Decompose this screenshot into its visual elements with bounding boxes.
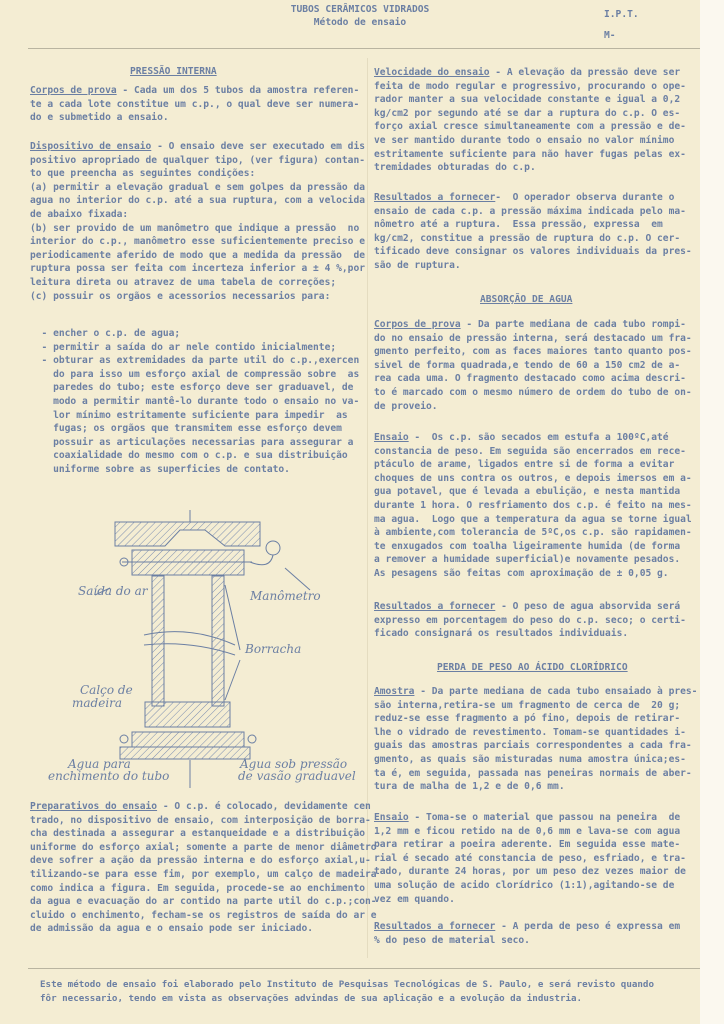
para-text: - Da parte mediana de cada tubo ensaiado à pres- são interna,retira-se um fragmento de cerca de 20 g; reduz-se esse fragmento a pó fino, depois de retirar- lhe o vidrado de revestimento. Tomam-se quantidades i- guais das amostras parciais correspondentes a cada fra- gmento, as quais são misturadas numa amostra única;es- ta é, em seguida, passada nas peneiras normais de aber- tura de malha de 1,2 e de 0,6 mm. (374, 686, 698, 793)
test-apparatus-figure (40, 510, 370, 790)
para-amostra (374, 685, 697, 794)
label-agua-enchimento-1: Agua para (68, 757, 131, 771)
para-text: - O peso de agua absorvida será expresso em porcentagem do peso do c.p. seco; o certi- ficado consignará os resultados individuais. (374, 601, 686, 640)
para-lead: Resultados a fornecer (374, 192, 496, 203)
press-plate-bottom (120, 747, 250, 759)
para-lead: Ensaio (374, 432, 409, 443)
wood-block (145, 702, 230, 727)
footer-rule (28, 968, 700, 969)
label-agua-enchimento-2: enchimento do tubo (48, 769, 170, 783)
label-manometro: Manômetro (250, 589, 321, 603)
para-lead: Velocidade do ensaio (374, 67, 490, 78)
para-corpos-de-prova (30, 84, 359, 125)
doc-subtitle: Método de ensaio (313, 17, 407, 28)
para-text: - O c.p. é colocado, devidamente cen trado, no dispositivo de ensaio, com interposição de borra- cha destinada a assegurar a estanqueidade e a distribuição uniforme do esforço axial; somente a parte de menor diâmetro deve sofrer a ação da pressão interna e do esforço axial,u- tilizando-se para esse fim, por exemplo, um calço de madeira como indica a figura. Em seguida, procede-se ao enchimento da agua e evacuação do ar contido na parte util do c.p.;con- cluido o enchimento, fecham-se os registros de saída do ar e de admissão da agua e o ensaio pode ser iniciado. (30, 801, 377, 935)
para-text: - Os c.p. são secados em estufa a 100ºC,até constancia de peso. Em seguida são encerrados em rece- ptáculo de arame, ligados entre si de forma a evitar choques de uns contra os outros, e depois imersos em a- gua potavel, que é levada a ebulição, e nesta mantida durante 1 hora. O resfriamento dos c.p. é feito na mes- ma agua. Logo que a temperatura da agua se torne igual à ambiente,com tolerancia de 5ºC,os c.p. são rapidamen- te enxugados com toalha ligeiramente humida (de forma a remover a humidade superficial)e novamente pesados. As pesagens são feitas com aproximação de ± 0,05 g. (374, 432, 692, 579)
para-resultados-perda (374, 920, 680, 947)
label-agua-pressao-2: de vasão graduavel (238, 769, 356, 783)
para-lead: Corpos de prova (374, 319, 461, 330)
para-lead: Preparativos do ensaio (30, 801, 158, 812)
para-text: - Cada um dos 5 tubos da amostra referen- te a cada lote constitue um c.p., o qual deve ser numera- do e submetido a ensaio. (30, 85, 360, 124)
para-text: - A perda de peso é expressa em % do peso de material seco. (374, 921, 681, 946)
para-lead: Resultados a fornecer (374, 921, 496, 932)
para-resultados-absorcao (374, 600, 686, 641)
doc-code: M- (604, 30, 616, 41)
header-rule (28, 48, 700, 49)
para-text: - O operador observa durante o ensaio de cada c.p. a pressão máxima indicada pelo ma- nômetro até a ruptura. Essa pressão, expressa em kg/cm2, constitue a pressão de ruptura do c.p. O cer- tificado deve consignar os valores individuais da pres- são de ruptura. (374, 192, 692, 271)
label-borracha: Borracha (245, 642, 302, 656)
para-dispositivo (30, 140, 365, 303)
section-heading-absorcao: ABSORÇÃO DE AGUA (480, 294, 573, 305)
pressure-inlet-valve-icon (248, 735, 256, 743)
para-lead: Corpos de prova (30, 85, 117, 96)
para-lead: Resultados a fornecer (374, 601, 496, 612)
page-margin (700, 0, 724, 1024)
section-heading-pressao: PRESSÃO INTERNA (130, 66, 217, 77)
para-text: - O ensaio deve ser executado em dis positivo apropriado de qualquer tipo, (ver figura) contan- to que preencha as seguintes condições: (a) permitir a elevação gradual e sem golpes da pressão da agua no interior do c.p. até a sua ruptura, com a velocida de abaixo fixada: (b) ser provido de um manômetro que indique a pressão no interior do c.p., manômetro esse suficientemente preciso e periodicamente aferido de modo que a medida da pressão de ruptura possa ser feita com incerteza inferior a ± 4 %,por leitura direta ou atravez de uma tabela de correções; (c) possuir os orgãos e acessorios necessarios para: (30, 141, 366, 302)
manometer-gauge-icon (266, 541, 280, 555)
press-plate-top (115, 522, 260, 546)
para-text: - Toma-se o material que passou na peneira de 1,2 mm e ficou retido na de 0,6 mm e lava-se com agua para retirar a poeira aderente. Em seguida esse mate- rial é secado até constancia de peso, esfriado, e tra- tado, durante 24 horas, por um peso dez vezes maior de uma solução de acido clorídrico (1:1),agitando-se de vez em quando. (374, 812, 686, 905)
para-corpos-absorcao (374, 318, 692, 413)
para-ensaio-perda (374, 811, 686, 906)
list-acessorios: - encher o c.p. de agua; - permitir a saída do ar nele contido inicialmente; - obturar as extremidades da parte util do c.p.,exercen do para isso um esforço axial de compressão sobre as paredes do tubo; este esforço deve ser graduavel, de modo a permitir mantê-lo durante todo o ensaio no va- lor mínimo estritamente suficiente para impedir as fugas; os orgãos que transmitem esse esforço devem possuir as articulações necessarias para assegurar a coaxialidade do mesmo com o c.p. e sua distribuição uniforme sobre as superficies de contato. (41, 328, 360, 475)
water-inlet-valve-icon (120, 735, 128, 743)
para-text: - Da parte mediana de cada tubo rompi- do no ensaio de pressão interna, será destacado um fra- gmento perfeito, com as faces maiores tanto quanto pos- sivel de forma quadrada,e tendo de 60 a 150 cm2 de a- rea cada uma. O fragmento destacado como acima descri- to é marcado com o mesmo número de ordem do tubo de on- de proveio. (374, 319, 692, 412)
para-lead: Dispositivo de ensaio (30, 141, 152, 152)
para-velocidade (374, 66, 686, 175)
doc-title: TUBOS CERÂMICOS VIDRADOS (290, 4, 430, 15)
label-calco-1: Calço de (80, 683, 133, 697)
para-ensaio-absorcao (374, 431, 692, 581)
label-agua-pressao-1: Agua sob pressão (240, 757, 348, 771)
bottom-head (132, 732, 244, 747)
footer-note: Este método de ensaio foi elaborado pelo Instituto de Pesquisas Tecnológicas de S. Paulo, e será revisto quando fôr necessario, tendo em vista as observações advindas de sua aplicação e a evolução da industria. (40, 979, 654, 1004)
label-calco-2: madeira (72, 696, 123, 710)
section-heading-perda: PERDA DE PESO AO ÁCIDO CLORÍDRICO (437, 662, 628, 673)
para-text: - A elevação da pressão deve ser feita de modo regular e progressivo, procurando o ope- rador manter a sua velocidade constante e igual a 0,2 kg/cm2 por segundo até se dar a ruptura do c.p. O es- forço axial cresce simultaneamente com a pressão e de- ve ser mantido durante todo o ensaio no valor mínimo estritamente suficiente para não haver fugas pelas ex- tremidades obturadas do c.p. (374, 67, 686, 174)
para-lead: Ensaio (374, 812, 409, 823)
tube-wall-left (152, 576, 164, 706)
label-saida-do-ar: Saída do ar (78, 584, 148, 598)
para-preparativos (30, 800, 377, 936)
para-resultados-pressao (374, 191, 692, 273)
tube-wall-right (212, 576, 224, 706)
org-label: I.P.T. (604, 9, 639, 20)
para-lead: Amostra (374, 686, 415, 697)
